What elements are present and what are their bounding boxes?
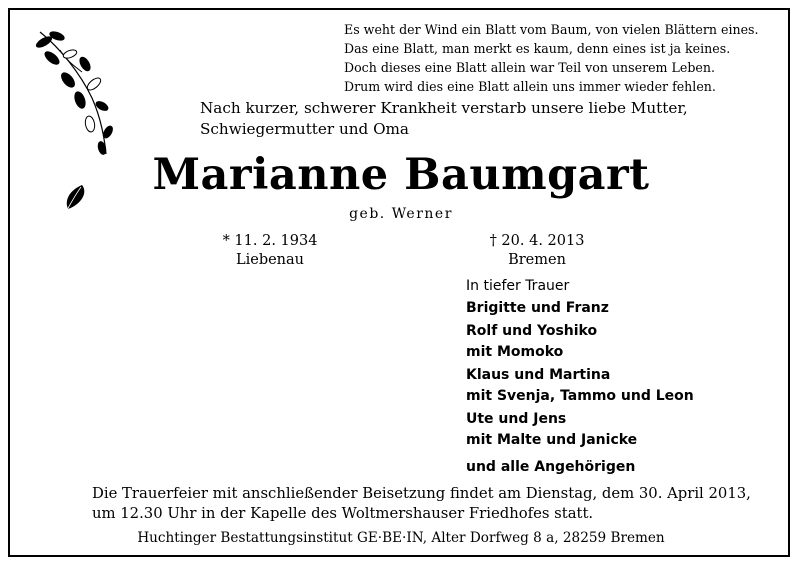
deceased-name: Marianne Baumgart [152,150,650,200]
mourners-lead: In tiefer Trauer [466,278,570,294]
service-line-1: Die Trauerfeier mit anschließender Beisetzung findet am Dienstag, dem 30. April 2013, [92,485,751,502]
obituary-notice [8,8,790,557]
mourner-group [466,457,786,478]
death-info [462,232,612,270]
mourner-group [466,298,786,319]
birth-place: Liebenau [235,252,305,268]
mourner-line: Rolf und Yoshiko [466,323,598,339]
mourner-line: mit Malte und Janicke [466,432,638,448]
mourner-line: mit Momoko [466,344,564,360]
poem-line: Drum wird dies eine Blatt allein uns immer wieder fehlen. [344,79,716,94]
poem [344,20,774,96]
intro-line-1: Nach kurzer, schwerer Krankheit verstarb unsere liebe Mutter, [200,99,688,117]
birth-info [200,232,340,270]
mourner-line: und alle Angehörigen [466,459,636,475]
mourner-group [466,365,786,407]
intro-line-2: Schwiegermutter und Oma [200,120,409,138]
mourner-line: Klaus und Martina [466,367,611,383]
service-line-2: um 12.30 Uhr in der Kapelle des Woltmershauser Friedhofes statt. [92,505,594,522]
mourner-line: Brigitte und Franz [466,300,609,316]
announcement-intro [200,98,760,140]
death-date: † 20. 4. 2013 [489,233,585,249]
mourners-list [466,276,786,478]
mourner-line: Ute und Jens [466,411,567,427]
mourner-group [466,409,786,451]
poem-line: Es weht der Wind ein Blatt vom Baum, von vielen Blättern eines. [344,22,759,37]
leaf-branch-icon [30,28,120,158]
mourner-line: mit Svenja, Tammo und Leon [466,388,694,404]
undertaker-info: Huchtinger Bestattungsinstitut GE·BE·IN, Alter Dorfweg 8 a, 28259 Bremen [137,530,665,546]
birth-name: geb. Werner [349,206,453,222]
birth-date: * 11. 2. 1934 [222,233,318,249]
funeral-service-info [92,484,772,524]
mourner-group [466,321,786,363]
death-place: Bremen [508,252,566,268]
poem-line: Doch dieses eine Blatt allein war Teil von unserem Leben. [344,60,715,75]
poem-line: Das eine Blatt, man merkt es kaum, denn eines ist ja keines. [344,41,731,56]
